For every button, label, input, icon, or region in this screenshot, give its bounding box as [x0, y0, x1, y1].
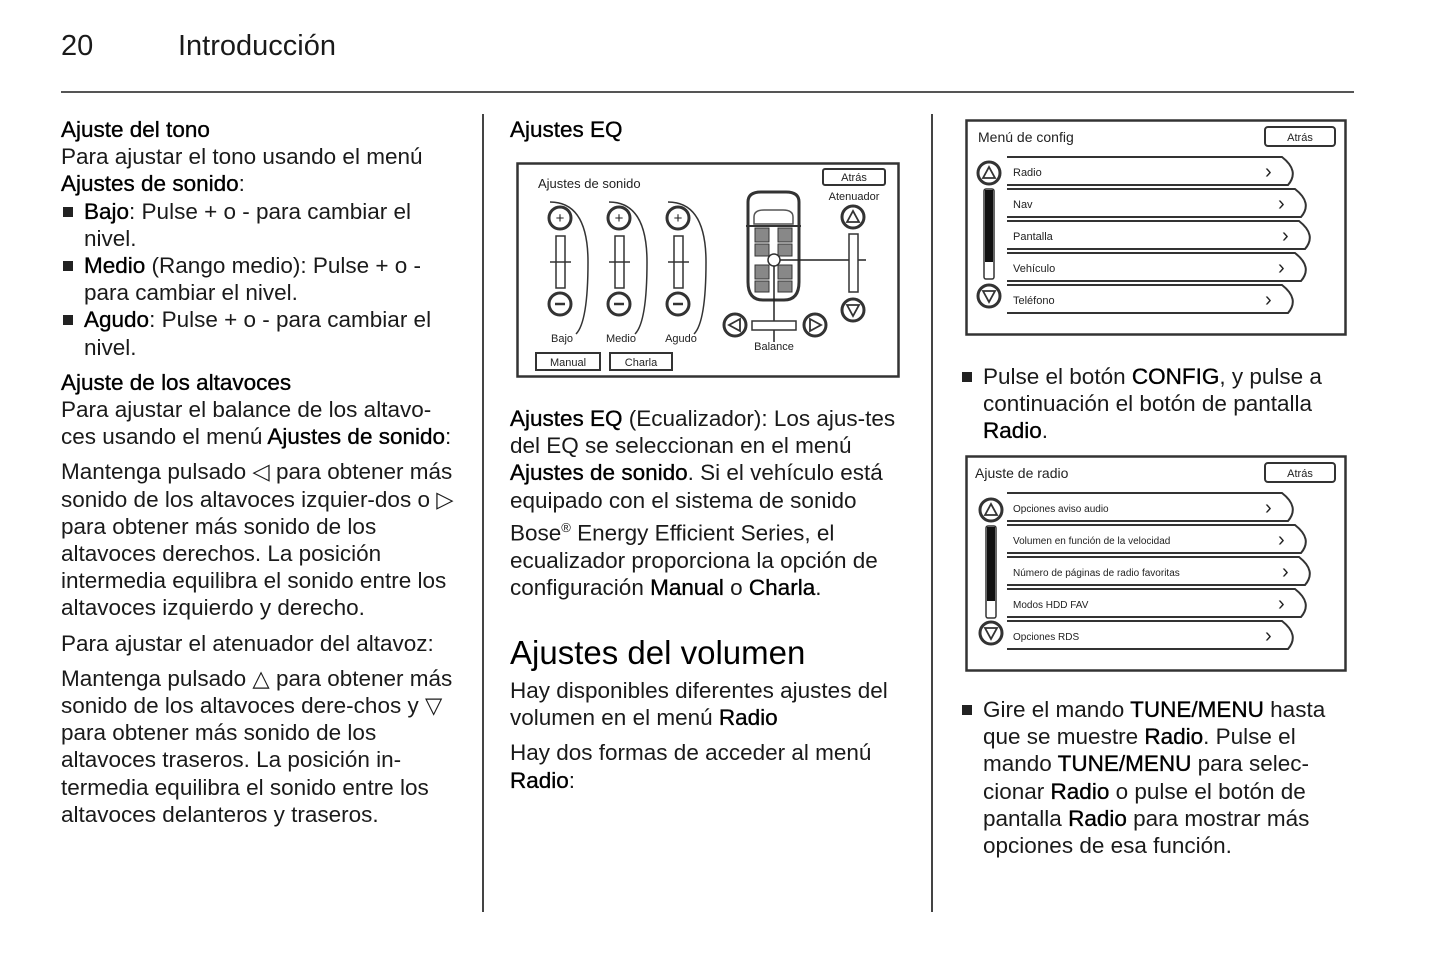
- config-menu-screen: [965, 119, 1348, 337]
- page-number: 20: [61, 30, 94, 62]
- chevron-right-icon: ›: [1282, 225, 1289, 247]
- menu-item-label: Opciones RDS: [1013, 632, 1080, 643]
- svg-text:Atrás: Atrás: [1287, 468, 1313, 480]
- eq-description: Ajustes EQ (Ecualizador): Los ajus-tes del EQ se seleccionan en el menú Ajustes de sonido. Si el vehículo está equipado con el sistema de sonido Bose® Energy Efficient Series, el ecualizador proporciona la opción de configuración Manual o Charla.: [510, 406, 896, 600]
- bullet-medio: Medio (Rango medio): Pulse + o - para cambiar el nivel.: [61, 252, 466, 306]
- menu-item-label: Opciones aviso audio: [1013, 504, 1109, 515]
- speakers-heading: Ajuste de los altavoces: [61, 369, 292, 395]
- svg-text:Atrás: Atrás: [841, 172, 867, 184]
- fader-text: Mantenga pulsado △ para obtener más sonido de los altavoces dere-chos y ▽ para obtener más sonido de los altavoces traseros. La posición in-termedia equilibra el sonido entre los altavoces delanteros y traseros.: [61, 665, 453, 827]
- svg-text:+: +: [555, 210, 565, 227]
- back-button[interactable]: [823, 169, 885, 185]
- step-config: Pulse el botón CONFIG, y pulse a continuación el botón de pantalla Radio.: [960, 363, 1355, 445]
- menu-item[interactable]: [1007, 621, 1293, 649]
- balance-text: Mantenga pulsado ◁ para obtener más sonido de los altavoces izquier-dos o ▷ para obtener más sonido de los altavoces derechos. La posición intermedia equilibra el sonido entre los altavoces izquierdo y derecho.: [61, 459, 454, 621]
- chevron-right-icon: ›: [1278, 257, 1285, 279]
- volume-heading: Ajustes del volumen: [510, 633, 806, 671]
- menu-item[interactable]: [1007, 589, 1306, 617]
- sound-screen-title: Ajustes de sonido: [538, 176, 641, 191]
- balance-label: Balance: [754, 341, 794, 353]
- manual-button[interactable]: [536, 353, 600, 370]
- column-3-step1: [960, 363, 1355, 445]
- scrollbar[interactable]: [986, 526, 996, 618]
- svg-text:Agudo: Agudo: [665, 333, 697, 345]
- header-rule: [61, 91, 1354, 93]
- balance-slider[interactable]: [752, 321, 796, 330]
- menu-item[interactable]: [1007, 221, 1310, 249]
- scroll-up-button[interactable]: [980, 499, 1002, 521]
- bullet-agudo: Agudo: Pulse + o - para cambiar el nivel.: [61, 306, 466, 360]
- chevron-right-icon: ›: [1278, 529, 1285, 551]
- chevron-right-icon: ›: [1278, 193, 1285, 215]
- menu-item-label: Pantalla: [1013, 231, 1053, 243]
- svg-text:+: +: [614, 210, 624, 227]
- sound-focus-point: [768, 254, 780, 266]
- back-button[interactable]: [1265, 127, 1335, 146]
- scrollbar[interactable]: [984, 189, 994, 279]
- chapter-title: Introducción: [178, 30, 336, 62]
- svg-text:Bajo: Bajo: [550, 333, 574, 345]
- volume-text: Hay disponibles diferentes ajustes del volumen en el menú Radio: [510, 677, 888, 731]
- access-text: Hay dos formas de acceder al menú Radio:: [510, 740, 872, 793]
- config-screen-title: Menú de config: [978, 129, 1074, 145]
- menu-item-label: Volumen en función de la velocidad: [1013, 536, 1171, 547]
- svg-text:Atrás: Atrás: [1287, 132, 1313, 144]
- chevron-right-icon: ›: [1265, 289, 1272, 311]
- chevron-right-icon: ›: [1282, 561, 1289, 583]
- balance-left-button[interactable]: [724, 314, 746, 336]
- scroll-down-button[interactable]: [980, 622, 1002, 644]
- balance-right-button[interactable]: [804, 314, 826, 336]
- svg-text:Charla: Charla: [624, 357, 658, 369]
- column-2-body: [510, 405, 910, 794]
- column-divider: [931, 114, 933, 912]
- speakers-intro: Para ajustar el balance de los altavo-ces usando el menú Ajustes de sonido:: [61, 397, 452, 450]
- menu-item-label: Nav: [1013, 199, 1033, 211]
- fader-intro: Para ajustar el atenuador del altavoz:: [61, 630, 434, 656]
- menu-item[interactable]: [1007, 557, 1310, 585]
- fader-up-button[interactable]: [842, 206, 864, 228]
- back-button[interactable]: [1265, 463, 1335, 482]
- fader-label: Atenuador: [828, 191, 880, 203]
- chevron-right-icon: ›: [1278, 593, 1285, 615]
- menu-item-label: Radio: [1013, 167, 1042, 179]
- chevron-right-icon: ›: [1265, 497, 1272, 519]
- column-1: [61, 116, 466, 828]
- step-tune-menu: Gire el mando TUNE/MENU hasta que se muestre Radio. Pulse el mando TUNE/MENU para selec-cionar Radio o pulse el botón de pantalla Radio para mostrar más opciones de esa función.: [960, 696, 1355, 859]
- column-divider: [482, 114, 484, 912]
- radio-settings-screen: [965, 455, 1348, 673]
- column-2: [510, 116, 910, 143]
- svg-text:Medio: Medio: [606, 333, 636, 345]
- bullet-bajo: Bajo: Pulse + o - para cambiar el nivel.: [61, 198, 466, 252]
- menu-item[interactable]: [1007, 253, 1306, 281]
- chevron-right-icon: ›: [1265, 161, 1272, 183]
- menu-item[interactable]: [1007, 285, 1293, 313]
- sound-settings-screen: [516, 162, 901, 380]
- svg-text:+: +: [673, 210, 683, 227]
- svg-text:Manual: Manual: [549, 357, 587, 369]
- tone-heading: Ajuste del tono: [61, 117, 210, 142]
- charla-button[interactable]: [610, 353, 672, 370]
- eq-heading: Ajustes EQ: [510, 117, 623, 142]
- chevron-right-icon: ›: [1265, 625, 1272, 647]
- scroll-down-button[interactable]: [978, 285, 1000, 307]
- menu-item-label: Vehículo: [1013, 263, 1056, 275]
- fader-down-button[interactable]: [842, 299, 864, 321]
- menu-item-label: Número de páginas de radio favoritas: [1013, 568, 1180, 579]
- fader-slider[interactable]: [849, 234, 858, 292]
- menu-item[interactable]: [1007, 525, 1306, 553]
- menu-item[interactable]: [1007, 189, 1306, 217]
- menu-item[interactable]: [1007, 493, 1293, 521]
- scroll-up-button[interactable]: [978, 162, 1000, 184]
- menu-item-label: Modos HDD FAV: [1013, 600, 1089, 611]
- menu-item-label: Teléfono: [1013, 295, 1055, 307]
- column-3-step2: [960, 696, 1355, 859]
- menu-item[interactable]: [1007, 157, 1293, 185]
- tone-intro: Para ajustar el tono usando el menú Ajustes de sonido:: [61, 144, 423, 197]
- radio-screen-title: Ajuste de radio: [975, 465, 1069, 481]
